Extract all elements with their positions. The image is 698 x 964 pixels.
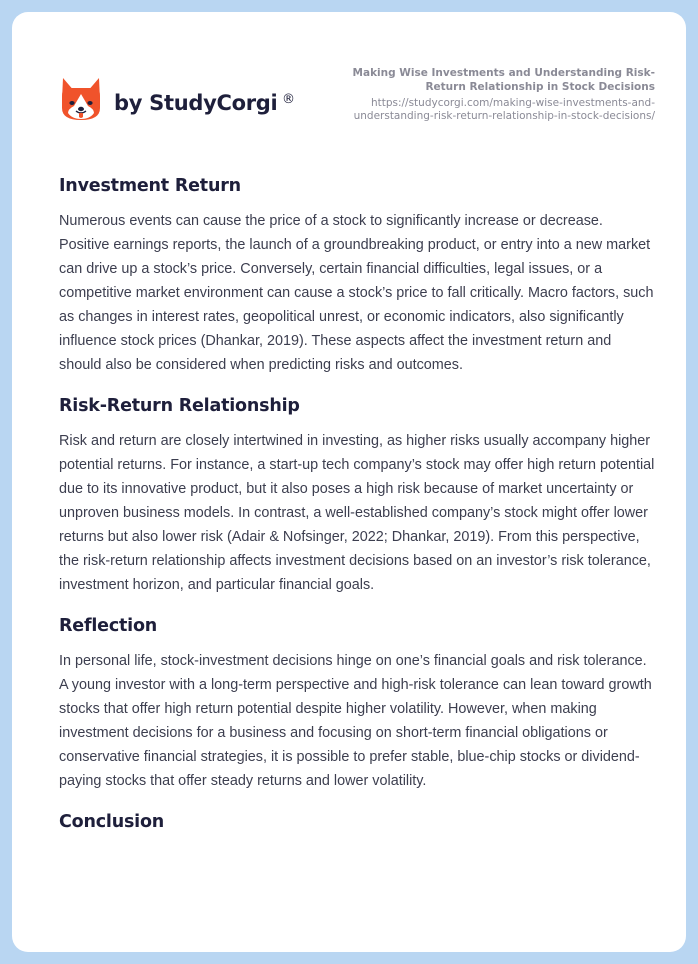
document-body — [59, 174, 657, 845]
section-paragraph: Numerous events can cause the price of a stock to significantly increase or decrease. Positive earnings reports, the launch of a groundbreaking product, or entry into a new market can drive up a stock’s price. Conversely, certain financial difficulties, legal issues, or a competitive market environment can cause a stock’s price to fall critically. Macro factors, such as changes in interest rates, geopolitical unrest, or economic indicators, also significantly influence stock prices (Dhankar, 2019). These aspects affect the investment return and should also be considered when predicting risks and outcomes. — [59, 213, 654, 373]
section-investment-return — [59, 174, 657, 377]
section-risk-return-relationship — [59, 394, 657, 597]
brand-name: by StudyCorgi — [114, 91, 278, 115]
section-paragraph: In personal life, stock-investment decisions hinge on one’s financial goals and risk tolerance. A young investor with a long-term perspective and high-risk tolerance can lean toward growth stocks that offer high return potential despite higher volatility. However, when making investment decisions for a business and focusing on short-term financial obligations or conservative financial strategies, it is possible to prefer stable, blue-chip stocks or dividend-paying stocks that offer steady returns and lower volatility. — [59, 653, 652, 789]
registered-mark: ® — [282, 92, 295, 107]
section-conclusion — [59, 810, 657, 834]
studycorgi-logo[interactable] — [60, 76, 295, 122]
document-card — [12, 12, 686, 952]
document-header — [12, 12, 686, 142]
document-meta — [315, 66, 655, 123]
corgi-face-icon — [60, 76, 102, 122]
section-heading: Conclusion — [59, 812, 165, 832]
document-meta-title: Making Wise Investments and Understanding Risk-Return Relationship in Stock Decisions — [352, 67, 655, 93]
section-heading: Reflection — [59, 616, 158, 636]
section-heading: Risk-Return Relationship — [59, 396, 300, 416]
section-reflection — [59, 614, 657, 793]
section-paragraph: Risk and return are closely intertwined in investing, as higher risks usually accompany higher potential returns. For instance, a start-up tech company’s stock may offer high return potential due to its innovative product, but it also poses a high risk because of market uncertainty or unproven business models. In contrast, a well-established company’s stock might offer lower returns but also lower risk (Adair & Nofsinger, 2022; Dhankar, 2019). From this perspective, the risk-return relationship affects investment decisions based on an investor’s risk tolerance, investment horizon, and particular financial goals. — [59, 433, 655, 593]
document-url-link[interactable]: https://studycorgi.com/making-wise-investments-and-understanding-risk-return-relationship-in-stock-decisions/ — [353, 97, 655, 122]
section-heading: Investment Return — [59, 176, 241, 196]
